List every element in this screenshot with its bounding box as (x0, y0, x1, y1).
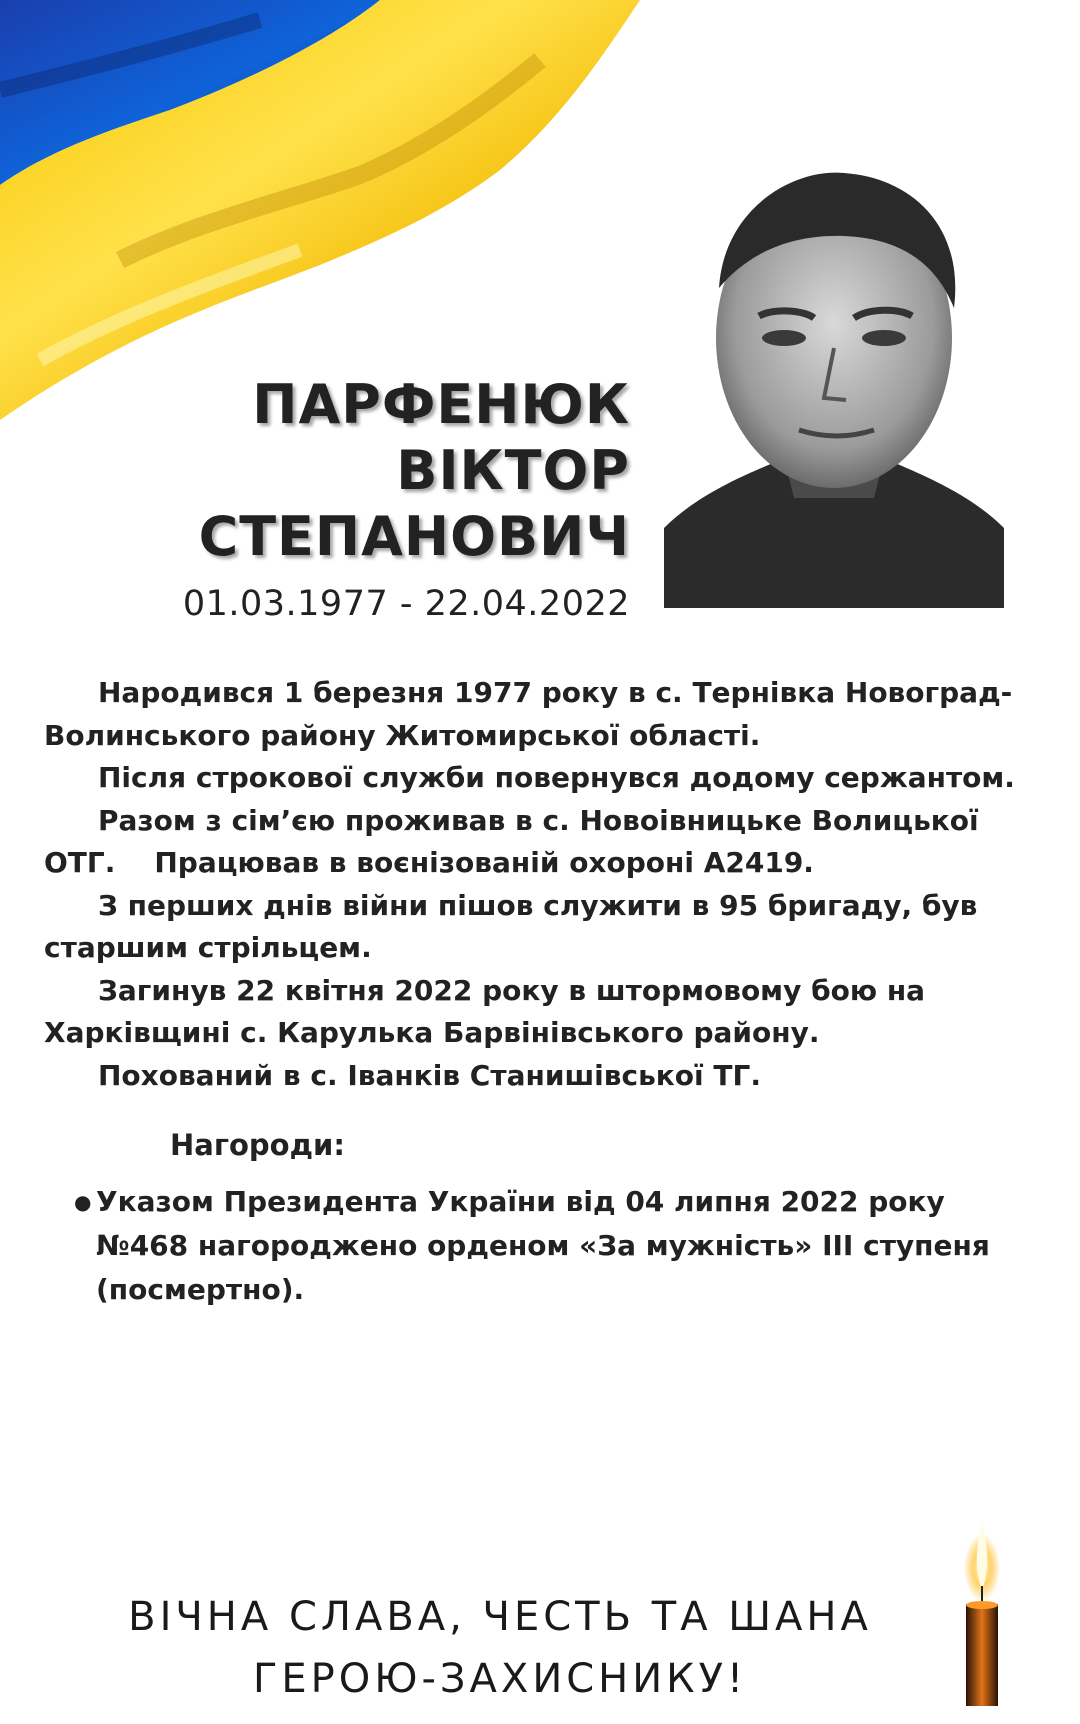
slogan-line-2: ГЕРОЮ-ЗАХИСНИКУ! (253, 1656, 747, 1702)
bio-paragraph: Разом з сім’єю проживав в с. Новоівницьке Волицької ОТГ. Працював в воєнізованій охороні А2419. (44, 803, 989, 879)
bullet-icon: ● (74, 1190, 92, 1214)
award-item (74, 1180, 1016, 1312)
awards-title: Нагороди: (170, 1128, 345, 1162)
person-patronymic: СТЕПАНОВИЧ (198, 505, 630, 568)
award-text: Указом Президента України від 04 липня 2022 року №468 нагороджено орденом «За мужність» ІІІ ступеня (посмертно). (96, 1185, 990, 1306)
bio-paragraph: Похований в с. Іванків Станишівської ТГ. (98, 1058, 761, 1092)
person-name-block (183, 372, 630, 624)
bio-paragraph: З перших днів війни пішов служити в 95 бригаду, був старшим стрільцем. (44, 888, 978, 964)
slogan (80, 1586, 920, 1710)
awards-list (74, 1180, 1016, 1312)
slogan-line-1: ВІЧНА СЛАВА, ЧЕСТЬ ТА ШАНА (128, 1594, 872, 1640)
person-first-name: ВІКТОР (396, 439, 630, 502)
bio-paragraph: Народився 1 березня 1977 року в с. Тернівка Новоград-Волинського району Житомирської області. (44, 676, 1013, 752)
candle-icon (960, 1508, 1004, 1708)
bio-paragraph: Після строкової служби повернувся додому сержантом. (98, 761, 1015, 794)
person-surname: ПАРФЕНЮК (252, 373, 630, 436)
biography (44, 672, 1044, 1097)
life-dates: 01.03.1977 - 22.04.2022 (182, 584, 630, 624)
ukraine-flag-icon (0, 0, 660, 430)
portrait-photo (664, 168, 1004, 608)
bio-paragraph: Загинув 22 квітня 2022 року в штормовому бою на Харківщині с. Карулька Барвінівського району. (44, 973, 926, 1049)
